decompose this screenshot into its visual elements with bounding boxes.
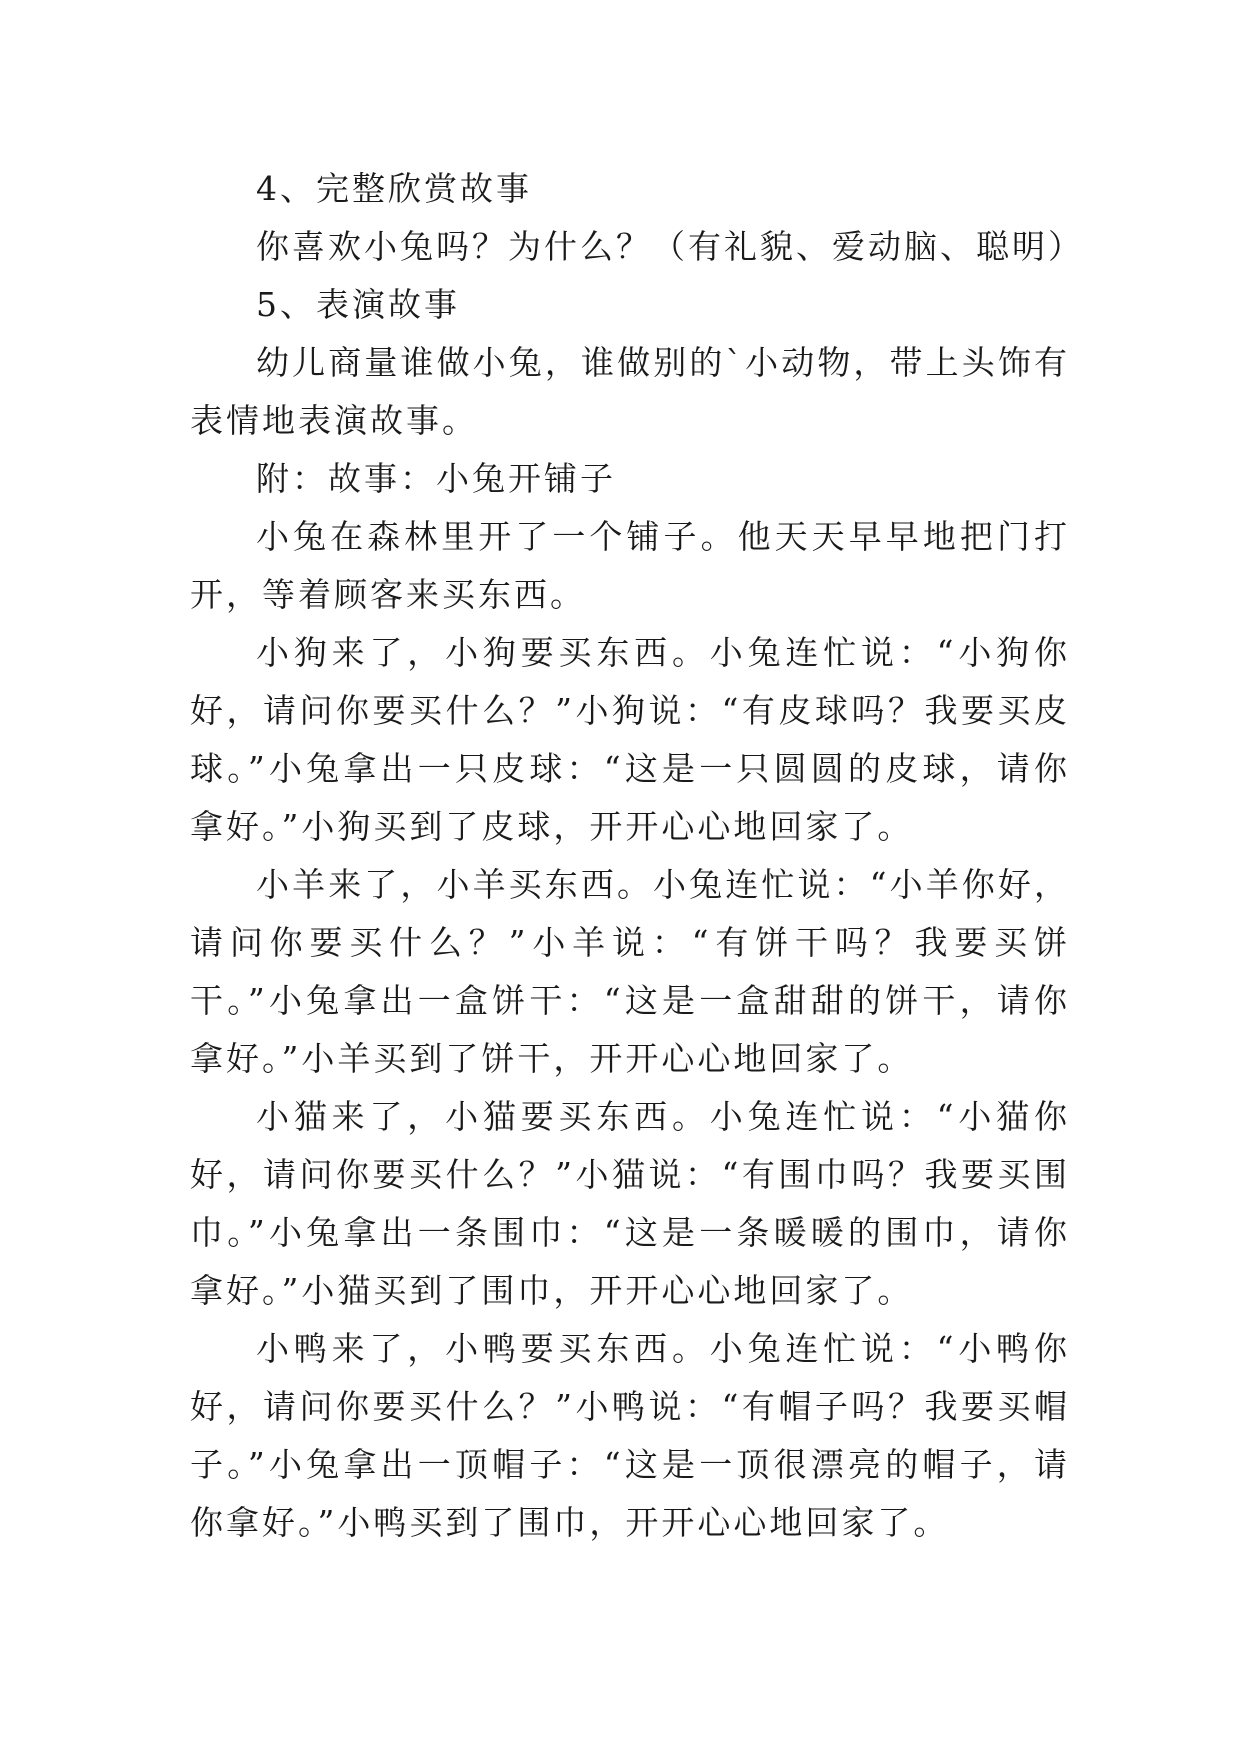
story-paragraph-dog: 小狗来了，小狗要买东西。小兔连忙说：“小狗你好，请问你要买什么？”小狗说：“有皮球吗？我要买皮球。”小兔拿出一只皮球：“这是一只圆圆的皮球，请你拿好。”小狗买到了皮球，开开心心地回家了。 [190,633,1070,846]
section-heading-appreciate-story: 4、完整欣赏故事 [256,169,532,208]
story-paragraph-sheep: 小羊来了，小羊买东西。小兔连忙说：“小羊你好，请问你要买什么？”小羊说：“有饼干吗？我要买饼干。”小兔拿出一盒饼干：“这是一盒甜甜的饼干，请你拿好。”小羊买到了饼干，开开心心地回家了。 [190,865,1070,1078]
document-body [190,160,1084,1552]
story-paragraph-duck: 小鸭来了，小鸭要买东西。小兔连忙说：“小鸭你好，请问你要买什么？”小鸭说：“有帽子吗？我要买帽子。”小兔拿出一顶帽子：“这是一顶很漂亮的帽子，请你拿好。”小鸭买到了围巾，开开心心地回家了。 [190,1329,1070,1542]
story-paragraph-cat: 小猫来了，小猫要买东西。小兔连忙说：“小猫你好，请问你要买什么？”小猫说：“有围巾吗？我要买围巾。”小兔拿出一条围巾：“这是一条暖暖的围巾，请你拿好。”小猫买到了围巾，开开心心地回家了。 [190,1097,1070,1310]
question-paragraph: 你喜欢小兔吗？为什么？（有礼貌、爱动脑、聪明） [256,227,1084,266]
activity-paragraph: 幼儿商量谁做小兔，谁做别的`小动物，带上头饰有表情地表演故事。 [190,343,1070,440]
story-paragraph-intro: 小兔在森林里开了一个铺子。他天天早早地把门打开，等着顾客来买东西。 [190,517,1070,614]
section-heading-perform-story: 5、表演故事 [256,285,460,324]
appendix-title: 附：故事：小兔开铺子 [256,459,616,498]
